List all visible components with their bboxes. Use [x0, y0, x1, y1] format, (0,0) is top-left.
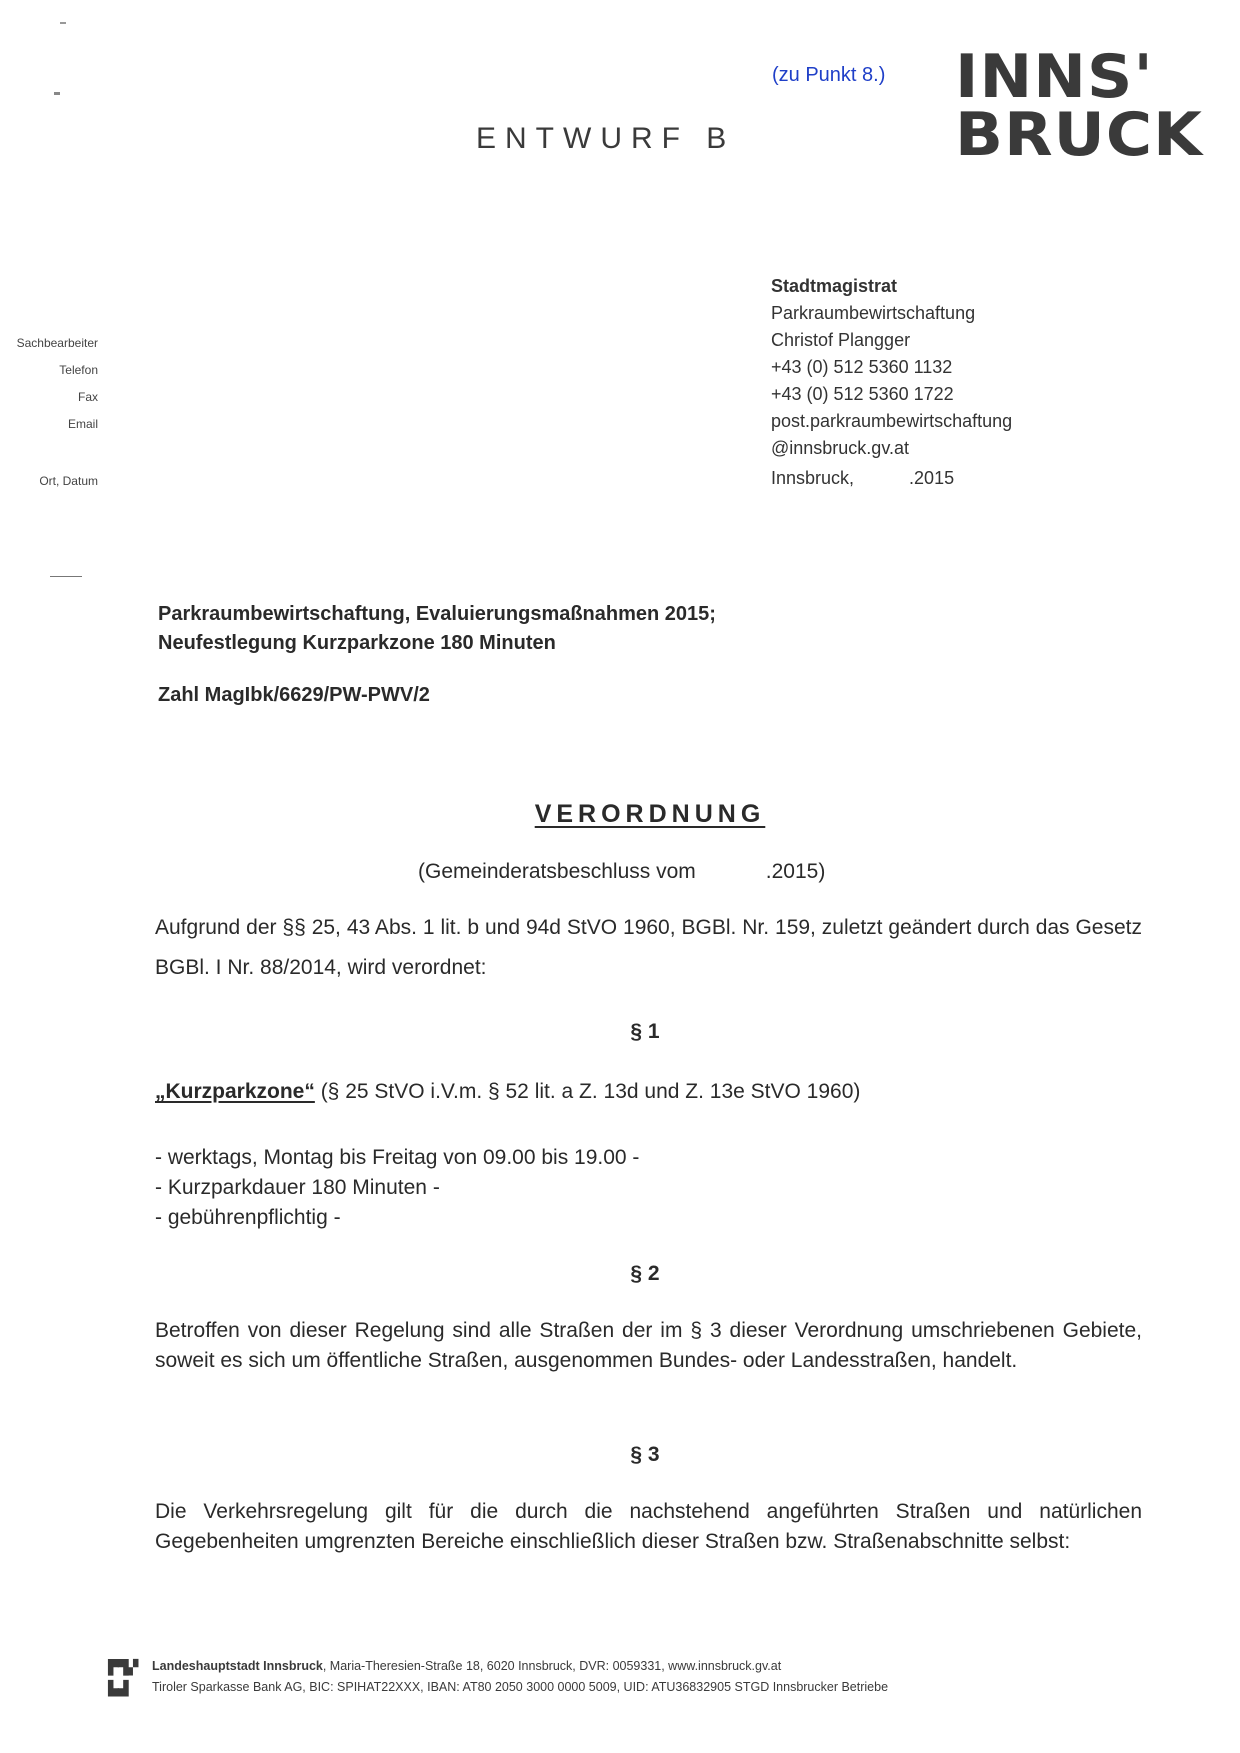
agenda-note: (zu Punkt 8.)	[772, 64, 886, 86]
bank-emblem-icon: ▙▟	[108, 1680, 128, 1696]
subject-line-1: Parkraumbewirtschaftung, Evaluierungsmaßnahmen 2015;	[158, 603, 716, 625]
logo-line-2: BRUCK	[955, 100, 1203, 170]
zone-definition	[155, 1080, 860, 1104]
legal-basis: Aufgrund der §§ 25, 43 Abs. 1 lit. b und 94d StVO 1960, BGBl. Nr. 159, zuletzt geändert durch das Gesetz BGBl. I Nr. 88/2014, wird verordnet:	[155, 916, 1142, 979]
section-1-title: § 1	[630, 1020, 660, 1043]
unit: Parkraumbewirtschaftung	[771, 303, 976, 323]
logo-line-1: INNS'	[955, 42, 1154, 112]
subject	[158, 600, 716, 658]
scan-mark	[54, 92, 60, 95]
contact-label: Fax	[77, 390, 98, 404]
section-3-title: § 3	[630, 1443, 660, 1466]
city-logo	[955, 42, 1203, 170]
section-2-title: § 2	[630, 1262, 660, 1285]
zone-reference: (§ 25 StVO i.V.m. § 52 lit. a Z. 13d und Z. 13e StVO 1960)	[314, 1080, 861, 1103]
footer-org: Landeshauptstadt Innsbruck	[152, 1659, 323, 1673]
ordinance-title-text: VERORDNUNG	[534, 800, 766, 828]
email-address: post.parkraumbewirtschaftung	[771, 411, 1013, 431]
resolution-prefix: (Gemeinderatsbeschluss vom	[418, 860, 696, 883]
contact-label: Email	[67, 417, 98, 431]
ordinance-title	[0, 800, 1240, 829]
footer-bank: Tiroler Sparkasse Bank AG, BIC: SPIHAT22XXX, IBAN: AT80 2050 3000 0000 5009, UID: ATU36832905 STGD Innsbrucker Betriebe	[152, 1680, 889, 1694]
email-domain: @innsbruck.gv.at	[771, 438, 909, 458]
phone-number: +43 (0) 512 5360 1132	[771, 357, 953, 377]
section-2-text: Betroffen von dieser Regelung sind alle Straßen der im § 3 dieser Verordnung umschriebenen Gebiete, soweit es sich um öffentliche Straßen, ausgenommen Bundes- oder Landesstraßen, handelt.	[155, 1319, 1142, 1372]
contact-label: Ort, Datum	[39, 474, 98, 488]
place-date: Innsbruck, .2015	[771, 468, 955, 488]
fax-number: +43 (0) 512 5360 1722	[771, 384, 954, 404]
section-3-text: Die Verkehrsregelung gilt für die durch die nachstehend angeführten Straßen und natürlichen Gegebenheiten umgrenzten Bereiche einschließlich dieser Straßen bzw. Straßenabschnitte selbst:	[155, 1500, 1142, 1553]
list-item: - Kurzparkdauer 180 Minuten -	[155, 1176, 440, 1199]
contact-label: Telefon	[59, 363, 98, 377]
list-item: - gebührenpflichtig -	[155, 1206, 341, 1229]
fold-mark	[50, 576, 82, 577]
city-emblem-icon: ▛▜▞	[108, 1659, 138, 1675]
footer-address: , Maria-Theresien-Straße 18, 6020 Innsbruck, DVR: 0059331, www.innsbruck.gv.at	[322, 1659, 782, 1673]
reference-number: Zahl MagIbk/6629/PW-PWV/2	[158, 684, 430, 706]
council-resolution	[418, 860, 825, 884]
contact-person: Christof Plangger	[771, 330, 911, 350]
draft-label: ENTWURF B	[476, 122, 736, 155]
zone-rules	[155, 1143, 639, 1233]
footer	[108, 1656, 888, 1698]
contact-label: Sachbearbeiter	[16, 336, 98, 350]
list-item: - werktags, Montag bis Freitag von 09.00 bis 19.00 -	[155, 1146, 640, 1169]
scan-mark	[60, 22, 66, 24]
subject-line-2: Neufestlegung Kurzparkzone 180 Minuten	[158, 632, 556, 654]
resolution-suffix: .2015)	[765, 860, 826, 883]
zone-label: „Kurzparkzone“	[155, 1080, 315, 1103]
department: Stadtmagistrat	[771, 276, 898, 296]
